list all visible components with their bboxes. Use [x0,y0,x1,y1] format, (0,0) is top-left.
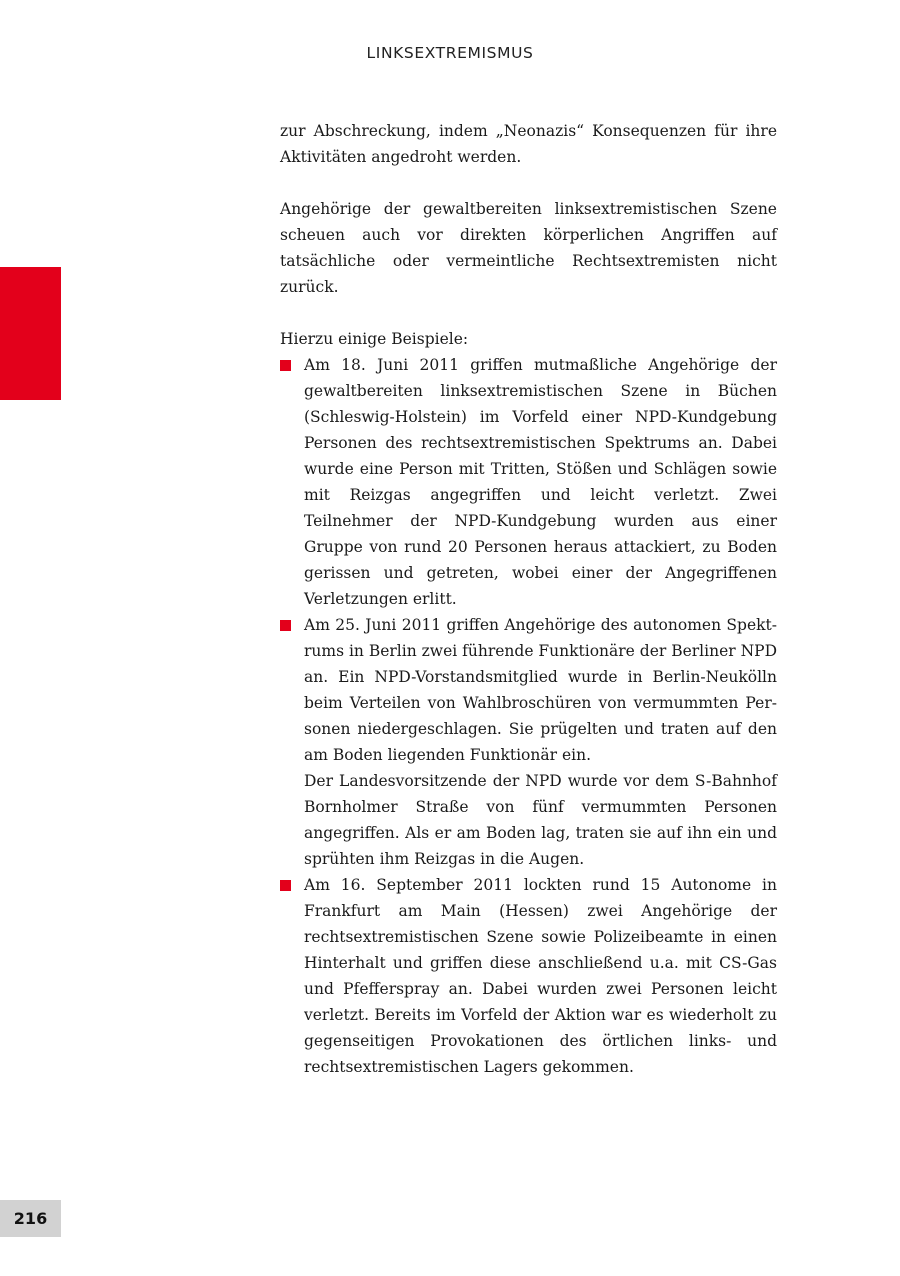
example-text: Am 18. Juni 2011 griffen mutmaßliche Angehörige der gewaltbereiten linksextremistischen Szene in Büchen (Schleswig-Holstein) im Vorfeld einer NPD-Kundgebung Personen des rechtsextremistischen Spektrums an. Dabei wurde eine Person mit Tritten, Stößen und Schlägen sowie mit Reizgas angegriffen und leicht verletzt. Zwei Teilnehmer der NPD-Kundgebung wurden aus einer Gruppe von rund 20 Personen heraus attackiert, zu Boden gerissen und getreten, wobei einer der Angegriffenen Verletzungen erlitt. [304,356,777,608]
paragraph-continuation: zur Abschreckung, indem „Neonazis“ Konsequenzen für ihre Aktivitäten angedroht werden. [280,122,777,166]
examples-list [280,352,777,1080]
list-item [280,872,777,1080]
list-item [280,352,777,612]
examples-intro: Hierzu einige Beispiele: [280,330,469,348]
paragraph-violence: Angehörige der gewaltbereiten linksextremistischen Szene scheuen auch vor direkten körperlichen Angriffen auf tatsächliche oder vermeintliche Rechtsextremisten nicht zurück. [280,200,777,296]
red-square-bullet-icon [280,360,291,371]
running-header-title: LINKSEXTREMISMUS [366,44,534,62]
red-square-bullet-icon [280,880,291,891]
red-square-bullet-icon [280,620,291,631]
example-text: Am 16. September 2011 lockten rund 15 Autonome in Frankfurt am Main (Hessen) zwei Angehörige der rechtsextremistischen Szene sowie Polizeibeamte in einen Hinterhalt und griffen diese anschließend u.a. mit CS-Gas und Pfefferspray an. Dabei wurden zwei Personen leicht verletzt. Bereits im Vorfeld der Aktion war es wiederholt zu gegenseitigen Provokationen des örtlichen links- und rechtsextremistischen Lagers gekommen. [304,876,777,1076]
list-item [280,612,777,872]
main-text-column [280,118,777,1080]
chapter-marker-tab [0,267,61,400]
example-continuation: Der Landesvorsitzende der NPD wurde vor dem S-Bahnhof Bornholmer Straße von fünf vermummten Personen angegriffen. Als er am Boden lag, traten sie auf ihn ein und sprühten ihm Reizgas in die Augen. [304,772,777,868]
example-text: Am 25. Juni 2011 griffen Angehörige des autonomen Spektrums in Berlin zwei führende Funktionäre der Berliner NPD an. Ein NPD-Vorstandsmitglied wurde in Berlin-Neukölln beim Verteilen von Wahlbroschüren von vermummten Personen niedergeschlagen. Sie prügelten und traten auf den am Boden liegenden Funktionär ein. [304,616,778,764]
page-number: 216 [0,1200,61,1237]
